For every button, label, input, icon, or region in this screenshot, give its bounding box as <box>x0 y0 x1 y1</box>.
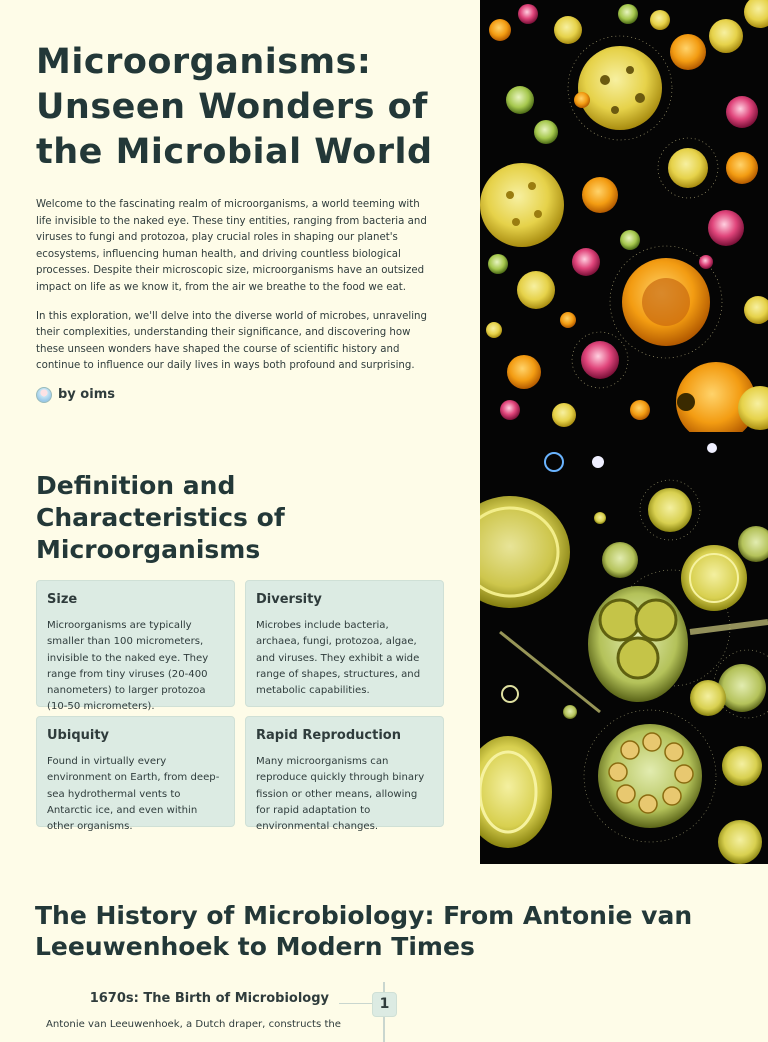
intro-paragraph-2: In this exploration, we'll delve into the diverse world of microbes, unraveling their complexities, understanding their significance, and discovering how these unseen wonders have shaped the course of scientific history and continue to influence our daily lives in ways both profound and surprising. <box>36 310 427 372</box>
card-text: Microbes include bacteria, archaea, fungi, protozoa, algae, and viruses. They exhibit a wide range of shapes, structures, and metabolic capabilities. <box>256 620 421 697</box>
timeline-connector <box>339 1003 372 1004</box>
intro-paragraph-1: Welcome to the fascinating realm of microorganisms, a world teeming with life invisible to the naked eye. These tiny entities, ranging from bacteria and viruses to fungi and protozoa, play crucial roles in shaping our planet's ecosystems, influencing human health, and driving countless biological processes. Despite their microscopic size, microorganisms have an outsized impact on life as we know it, from the air we breathe to the food we eat. <box>36 199 427 293</box>
card-ubiquity <box>36 716 235 833</box>
avatar <box>36 387 52 403</box>
author-byline[interactable] <box>36 387 436 403</box>
card-title: Ubiquity <box>47 728 110 743</box>
page-title: Microorganisms: Unseen Wonders of the Microbial World <box>36 42 433 172</box>
microbes-image-1 <box>480 0 768 432</box>
card-text: Found in virtually every environment on Earth, from deep-sea hydrothermal vents to Antarctic ice, and even within other organisms. <box>47 756 220 833</box>
card-text: Microorganisms are typically smaller than 100 micrometers, invisible to the naked eye. They range from tiny viruses (20-400 nanometers) to larger protozoa (10-50 micrometers). <box>47 620 209 713</box>
card-title: Size <box>47 592 78 607</box>
definition-title: Definition and Characteristics of Microorganisms <box>36 471 285 564</box>
card-title: Rapid Reproduction <box>256 728 401 743</box>
card-rapid-reproduction <box>245 716 444 833</box>
author-name: by oims <box>58 387 115 403</box>
card-title: Diversity <box>256 592 322 607</box>
microbes-image-2 <box>480 432 768 864</box>
intro <box>36 197 436 375</box>
card-size <box>36 580 235 713</box>
definition-section <box>0 432 480 864</box>
timeline-step-badge: 1 <box>372 992 397 1017</box>
history-title: The History of Microbiology: From Antonie van Leeuwenhoek to Modern Times <box>35 901 693 961</box>
timeline-item-text: Antonie van Leeuwenhoek, a Dutch draper, constructs the <box>46 1019 342 1030</box>
card-diversity <box>245 580 444 707</box>
hero-text <box>36 40 436 403</box>
history-section <box>0 864 768 1030</box>
timeline-item-title: 1670s: The Birth of Microbiology <box>89 991 329 1006</box>
card-text: Many microorganisms can reproduce quickly through binary fission or other means, allowing for rapid adaptation to environmental changes. <box>256 756 425 833</box>
